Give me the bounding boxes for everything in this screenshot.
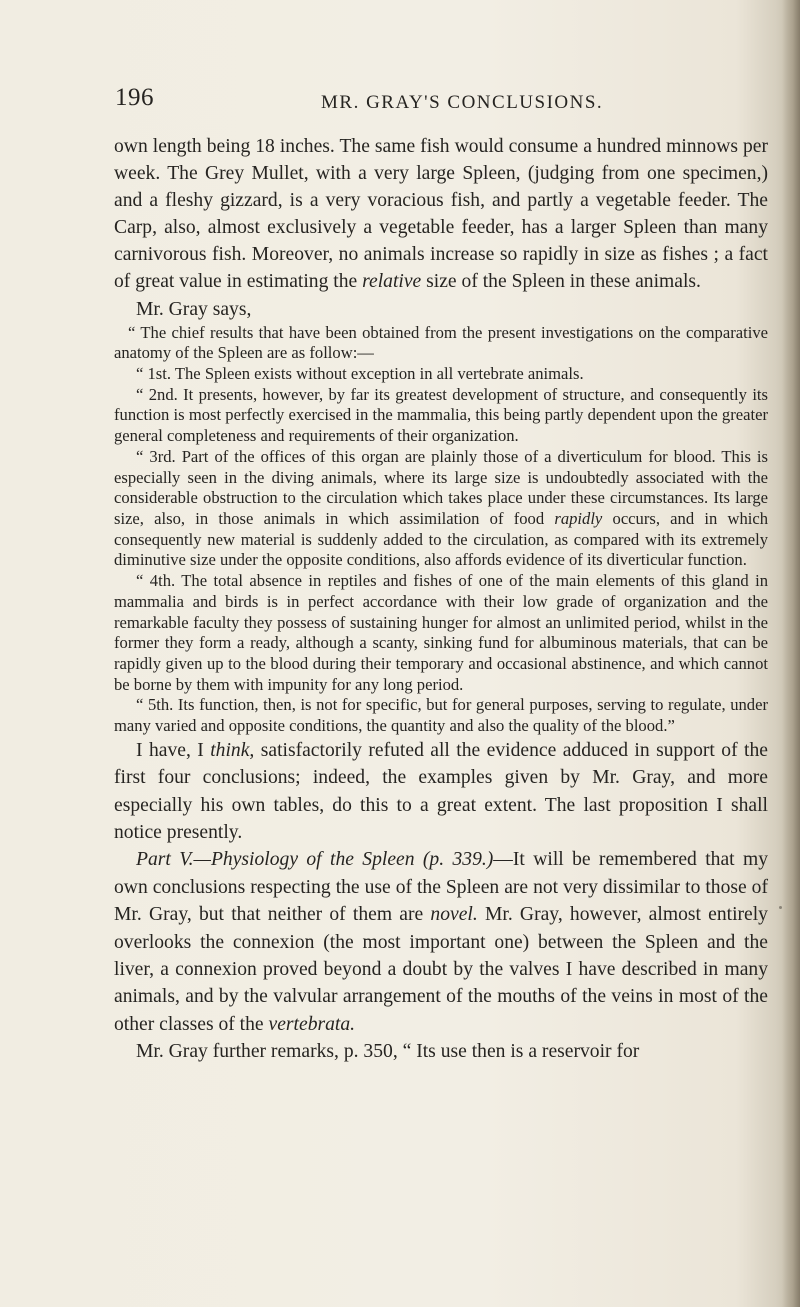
quotation-block — [114, 323, 768, 737]
paragraph-5: Mr. Gray further remarks, p. 350, “ Its use then is a reservoir for — [136, 1041, 640, 1063]
paragraph-2: Mr. Gray says, — [136, 298, 252, 320]
body-text — [114, 133, 768, 1066]
paragraph-3: I have, I think, satisfactorily refuted all the evidence adduced in support of the first four conclusions; indeed, the examples given by Mr. Gray, and more especially his own tables, do this to a great extent. The last proposition I shall notice presently. — [114, 739, 768, 843]
quote-item-5: “ 5th. Its function, then, is not for specific, but for general purposes, serving to regulate, under many varied and opposite conditions, the quantity and also the quality of the blood.” — [114, 695, 768, 736]
quote-item-2: “ 2nd. It presents, however, by far its greatest development of structure, and consequently its function is most perfectly exercised in the mammalia, this being partly dependent upon the greater general completeness and requirements of their organization. — [114, 384, 768, 446]
paragraph-1: own length being 18 inches. The same fish would consume a hundred minnows per week. The Grey Mullet, with a very large Spleen, (judging from one specimen,) and a fleshy gizzard, is a very voracious fish, and partly a vegetable feeder. The Carp, also, almost exclusively a vegetable feeder, has a larger Spleen than many carnivorous fish. Moreover, no animals increase so rapidly in size as fishes ; a fact of great value in estimating the relative size of the Spleen in these animals. — [114, 136, 768, 293]
quote-intro: “ The chief results that have been obtained from the present investigations on the comparative anatomy of the Spleen are as follow:— — [114, 322, 768, 363]
page-number: 196 — [115, 84, 154, 111]
quote-item-3: “ 3rd. Part of the offices of this organ are plainly those of a diverticulum for blood. This is especially seen in the diving animals, where its large size is undoubtedly associated with the considerable obstruction to the circulation which takes place under these circumstances. Its large size, also, in those animals in which assimilation of food rapidly occurs, and in which consequently new material is suddenly added to the circulation, as compared with its extremely diminutive size under the opposite conditions, also affords evidence of its diverticular function. — [114, 446, 769, 570]
page-edge-shadow — [782, 0, 800, 1307]
margin-speck — [779, 906, 782, 909]
paragraph-4: Part V.—Physiology of the Spleen (p. 339.)—It will be remembered that my own conclusions respecting the use of the Spleen are not very dissimilar to those of Mr. Gray, but that neither of them are novel. Mr. Gray, however, almost entirely overlooks the connexion (the most important one) between the Spleen and the liver, a connexion proved beyond a doubt by the valves I have described in many animals, and by the valvular arrangement of the mouths of the veins in most of the other classes of the vertebrata. — [114, 849, 768, 1035]
quote-item-4: “ 4th. The total absence in reptiles and fishes of one of the main elements of this gland in mammalia and birds is in perfect accordance with their low grade of organization and the remarkable faculty they possess of sustaining hunger for almost an unlimited period, whilst in the former they form a ready, although a scanty, sinking fund for albuminous materials, that can be rapidly given up to the blood during their temporary and occasional abstinence, and which cannot be borne by them with impunity for any long period. — [114, 571, 768, 694]
running-title: MR. GRAY'S CONCLUSIONS. — [321, 92, 604, 113]
quote-item-1: “ 1st. The Spleen exists without exception in all vertebrate animals. — [136, 364, 584, 384]
